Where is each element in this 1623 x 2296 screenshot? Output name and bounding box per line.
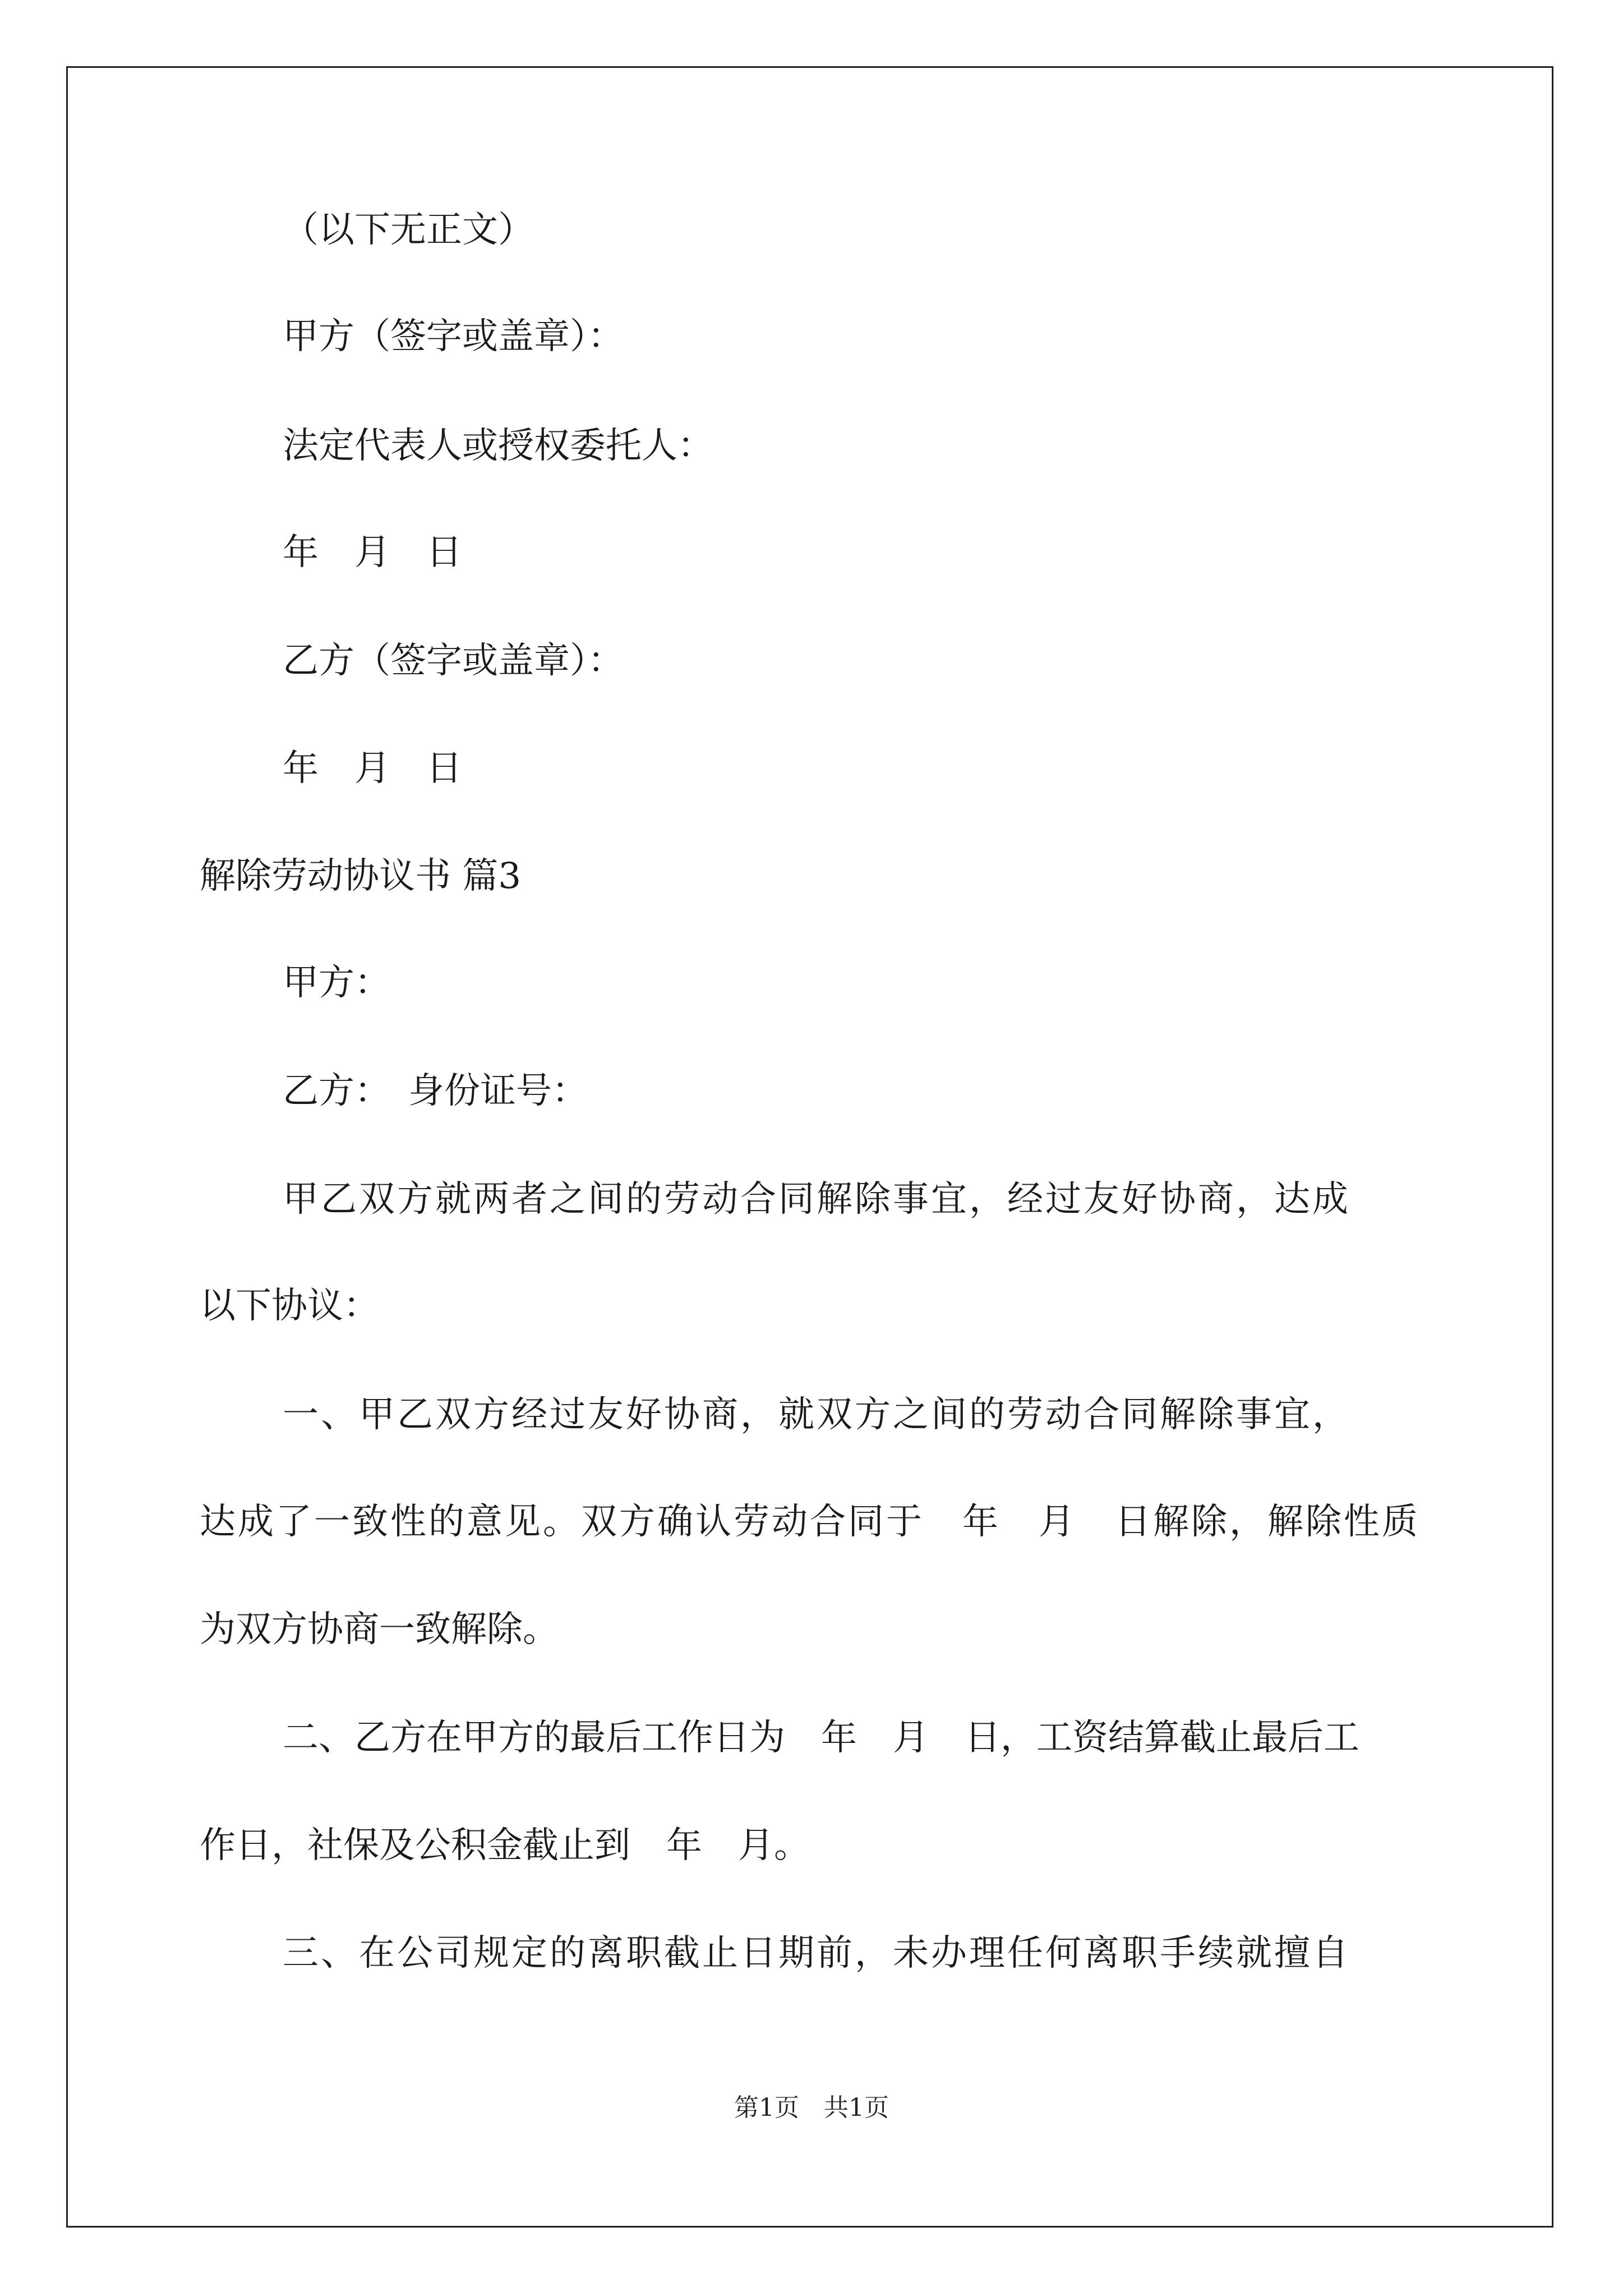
no-more-text-note: （以下无正文）: [283, 209, 534, 251]
clause-2-line-1: 二、乙方在甲方的最后工作日为 年 月 日，工资结算截止最后工: [283, 1717, 1359, 1759]
party-b-date-line: 年 月 日: [283, 748, 462, 789]
clause-1-line-3: 为双方协商一致解除。: [200, 1609, 559, 1650]
party-a-label: 甲方：: [283, 962, 390, 1004]
paragraph-intro-line-1: 甲乙双方就两者之间的劳动合同解除事宜，经过友好协商，达成: [283, 1179, 1350, 1220]
legal-representative-line: 法定代表人或授权委托人：: [283, 425, 713, 467]
page-border: [66, 66, 1553, 2228]
clause-3-line-1: 三、在公司规定的离职截止日期前，未办理任何离职手续就擅自: [283, 1932, 1350, 1974]
paragraph-intro-line-2: 以下协议：: [200, 1285, 379, 1327]
clause-1-line-2: 达成了一致性的意见。双方确认劳动合同于 年 月 日解除，解除性质: [200, 1501, 1420, 1543]
clause-2-line-2: 作日，社保及公积金截止到 年 月。: [200, 1825, 810, 1866]
page-footer: 第1页 共1页: [734, 2093, 889, 2122]
party-a-date-line: 年 月 日: [283, 532, 462, 573]
party-b-signature-line: 乙方（签字或盖章）：: [283, 640, 624, 682]
section-heading: 解除劳动协议书 篇3: [200, 855, 522, 897]
party-b-id-label: 乙方： 身份证号：: [283, 1070, 588, 1112]
clause-1-line-1: 一、甲乙双方经过友好协商，就双方之间的劳动合同解除事宜，: [283, 1394, 1350, 1435]
party-a-signature-line: 甲方（签字或盖章）：: [283, 316, 624, 357]
